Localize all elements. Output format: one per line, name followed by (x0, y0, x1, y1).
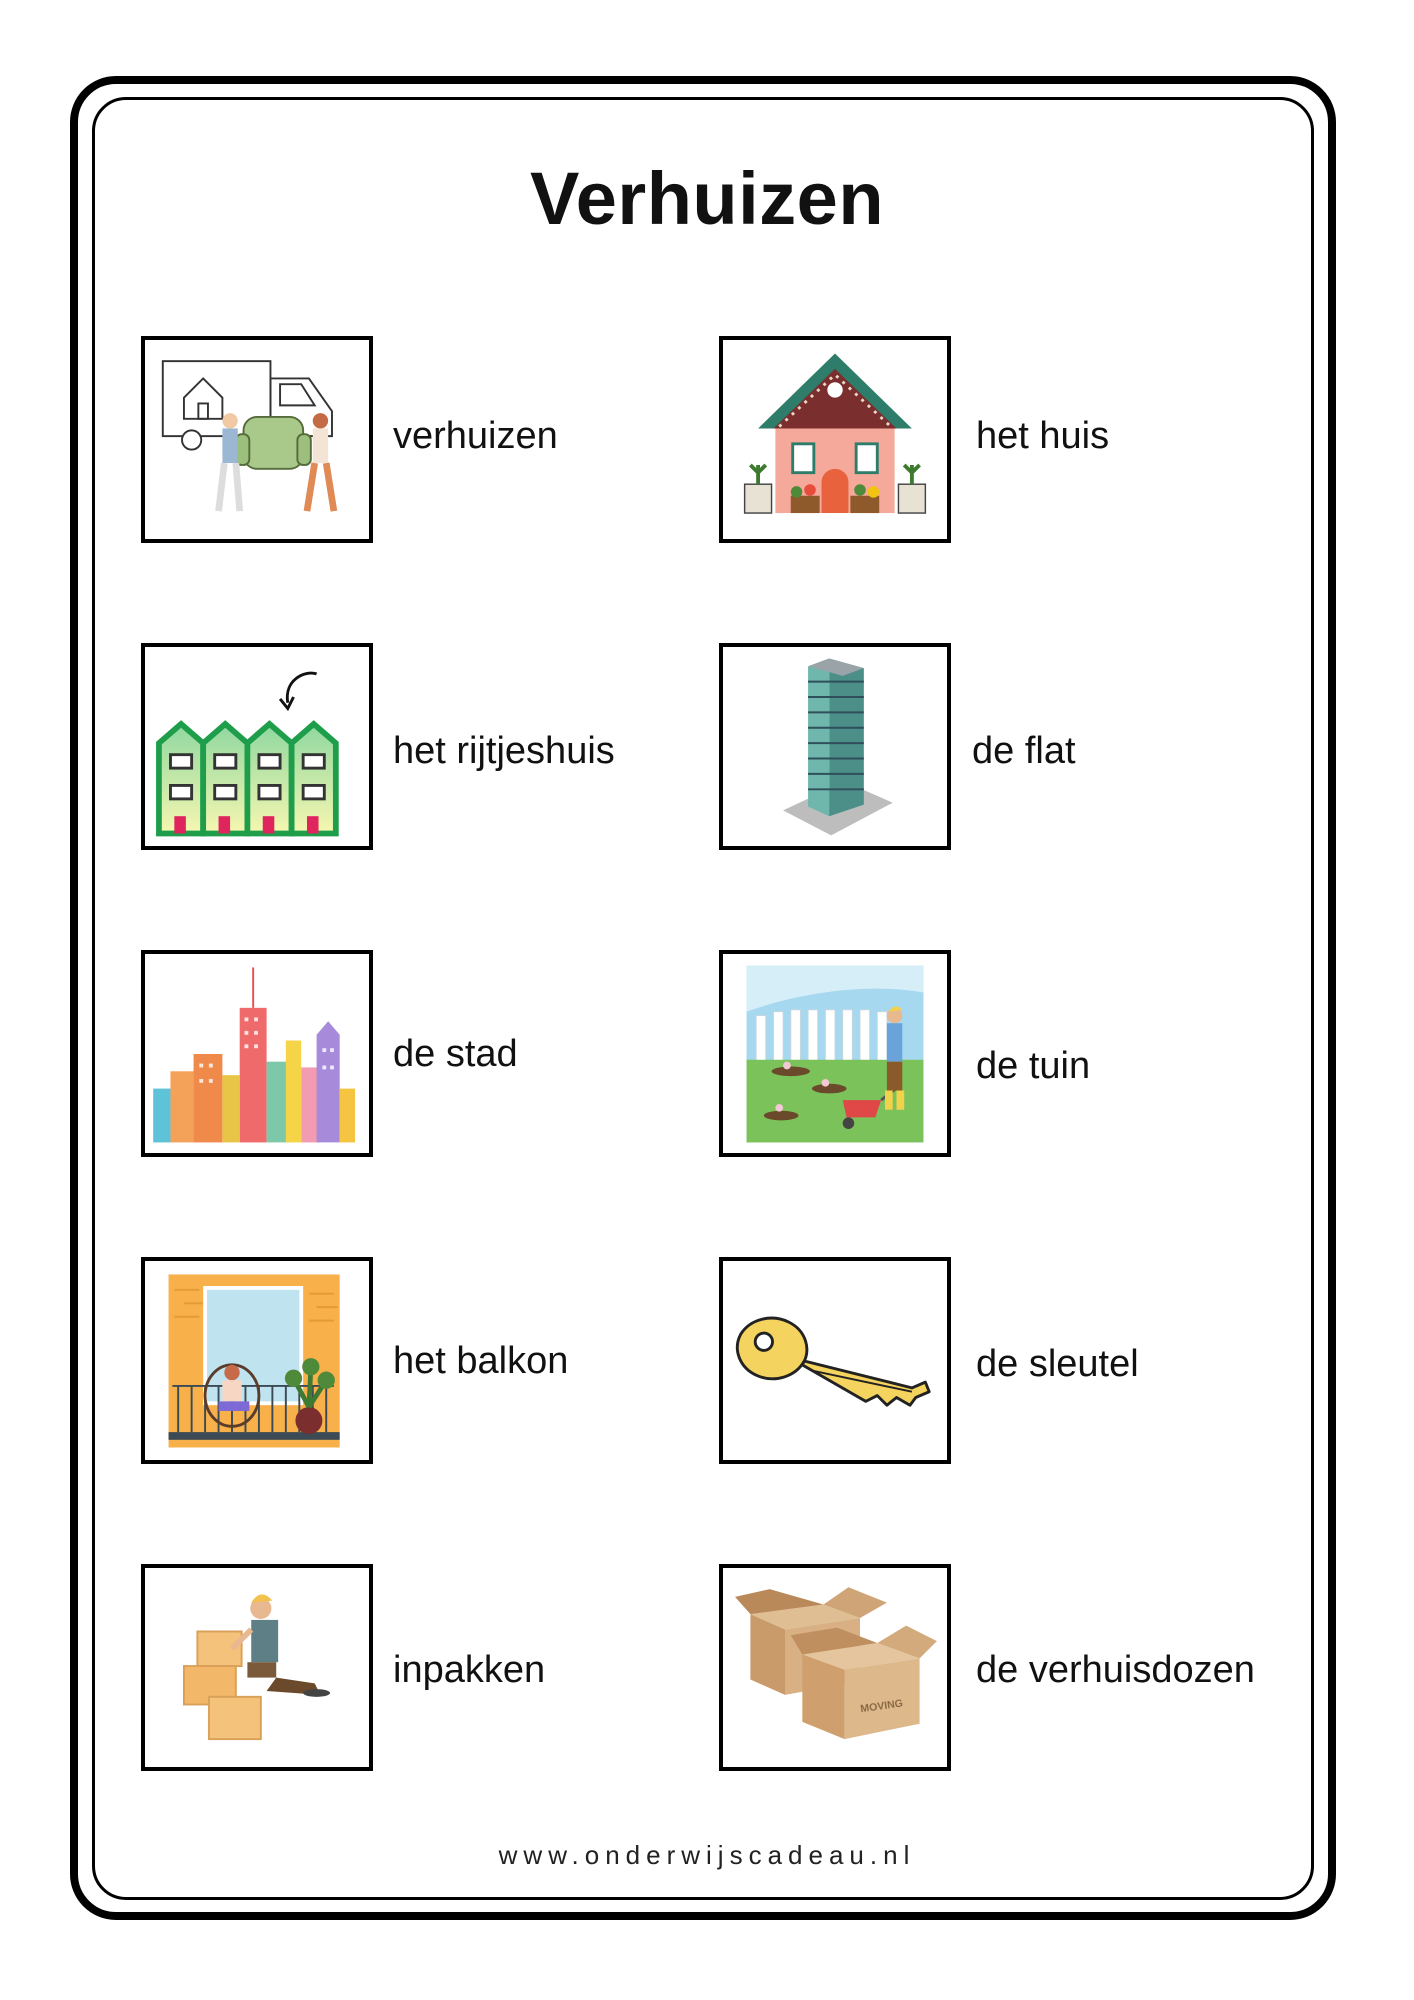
row-houses-icon (141, 643, 373, 850)
card-label: verhuizen (393, 415, 558, 457)
card-label: het rijtjeshuis (393, 730, 615, 772)
house-icon (719, 336, 951, 543)
key-icon (719, 1257, 951, 1464)
card-label: de verhuisdozen (976, 1649, 1255, 1691)
city-skyline-icon (141, 950, 373, 1157)
garden-icon (719, 950, 951, 1157)
card-label: inpakken (393, 1649, 546, 1691)
movers-carrying-armchair-icon (141, 336, 373, 543)
apartment-tower-icon (719, 643, 951, 850)
card-label: de sleutel (976, 1343, 1139, 1385)
footer-url: www.onderwijscadeau.nl (498, 1840, 916, 1870)
card-label: het balkon (393, 1340, 569, 1382)
card-label: het huis (976, 415, 1110, 457)
card-label: de tuin (976, 1045, 1091, 1087)
page-title: Verhuizen (529, 157, 885, 240)
card-label: de flat (972, 730, 1076, 772)
packing-boxes-icon (141, 1564, 373, 1771)
card-label: de stad (393, 1033, 518, 1075)
balcony-icon (141, 1257, 373, 1464)
box-label: MOVING (859, 1697, 904, 1716)
moving-boxes-icon (719, 1564, 951, 1771)
